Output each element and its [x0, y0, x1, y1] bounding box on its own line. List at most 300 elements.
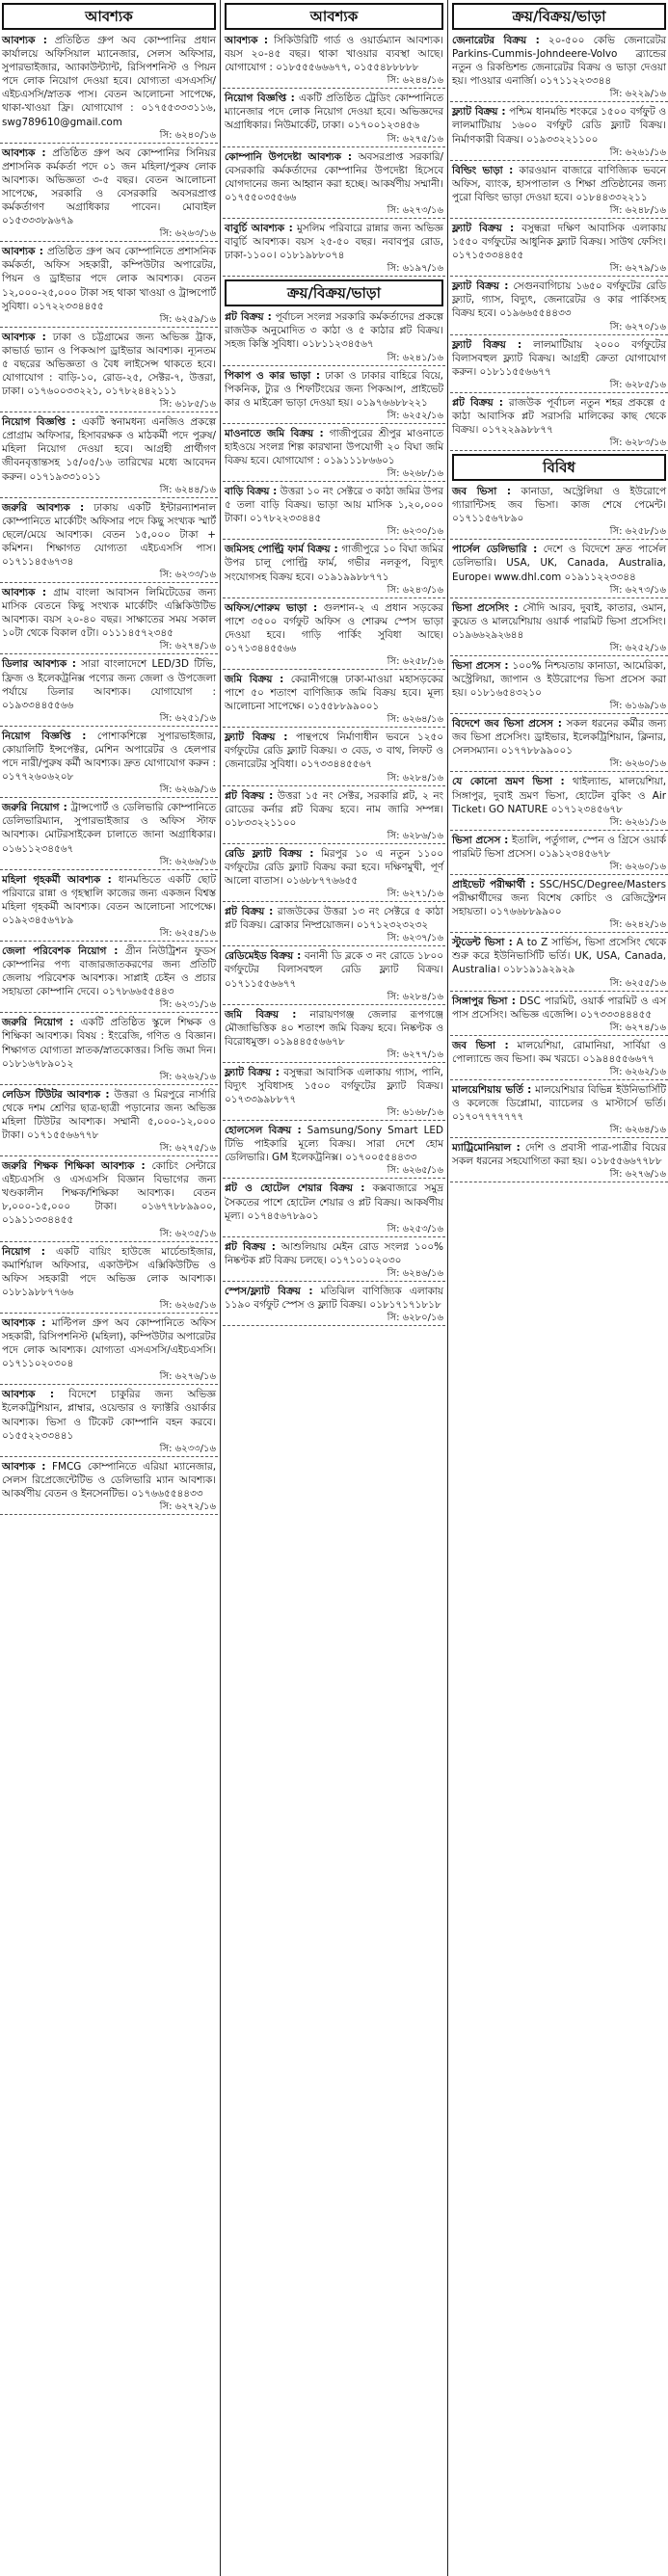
ad-text: একটি প্রতিষ্ঠিত ট্রেডিং কোম্পানিতে ম্যানেজার পদে লোক নিয়োগ দেওয়া হবে। অভিজ্ঞদের অগ্রাধিকার। নিউমার্কেট, ঢাকা। ০১৭০০১২৩৪৫৬ — [225, 93, 443, 132]
ad-keyword: প্রাইভেট পরীক্ষার্থী : — [452, 878, 535, 890]
ad-reference: সি: ৬১৯৭/১৬ — [387, 263, 443, 275]
classified-ad — [0, 245, 218, 327]
ad-text: দেশি ও প্রবাসী পাত্র-পাত্রীর বিয়ের সকল ধরনের সহযোগিতা করা হয়। ০১৮৫৫৬৬৭৭৮৮ — [452, 1142, 666, 1168]
ad-text: কানাডা, অস্ট্রেলিয়া ও ইউরোপে গ্যারান্টিসহ জব ভিসা। কাজ শেষে পেমেন্ট। ০১৭১১৫৬৭৮৯০ — [452, 486, 666, 525]
ad-keyword: বিল্ডিং ভাড়া : — [452, 164, 514, 176]
ad-keyword: জেনারেটর বিক্রয় : — [452, 35, 540, 46]
ad-keyword: নিয়োগ বিজ্ঞপ্তি : — [2, 416, 76, 429]
column-2 — [223, 0, 445, 2576]
ad-text: অবসরপ্রাপ্ত সরকারি/বেসরকারি কর্মকর্তাদের কোম্পানির উপদেষ্টা হিসেবে যোগদানের জন্য আহ্বান করা হচ্ছে। আকর্ষণীয় সম্মানী। ০১৭৫৫০৩৫৫৬৬ — [225, 150, 444, 203]
ad-reference: সি: ৬২৫২/১৬ — [609, 642, 666, 653]
ad-body — [225, 1008, 443, 1049]
ad-reference: সি: ৬২৮০/১৬ — [387, 1313, 443, 1324]
ad-text: বসুন্ধরা দক্ষিণ আবাসিক এলাকায় ১৫৫০ বর্গফুটের আধুনিক ফ্ল্যাট বিক্রয়। সাউথ ফেসিং। ০১৭১৫৩৩৪৪৫৫ — [452, 222, 666, 262]
ad-text: মালয়েশিয়া, রোমানিয়া, সার্বিয়া ও পোল্যান্ডে জব ভিসা। কম খরচে। ০১৯৪৪৫৫৬৬৭৭ — [452, 1039, 666, 1065]
classified-ad — [450, 1039, 668, 1080]
classified-ad — [223, 222, 445, 277]
ad-text: সিকিউরিটি গার্ড ও ওয়ার্ডম্যান আবশ্যক। বয়স ২০-৪৫ বছর। থাকা খাওয়ার ব্যবস্থা আছে। যোগাযোগ : ০১৮৫৫৫৬৬৬৭৭, ০১৫৫৪৮৮৮৮৮ — [225, 35, 444, 74]
ad-reference: সি: ৬২৭৫/১৬ — [159, 1143, 216, 1155]
classified-ad — [223, 949, 445, 1004]
ad-keyword: আবশ্যক : — [2, 331, 46, 343]
ad-body — [2, 1316, 216, 1370]
ad-reference: সি: ৬২৭১/১৬ — [387, 889, 443, 900]
classified-ad — [0, 1388, 218, 1456]
classified-ad — [223, 673, 445, 728]
classified-ad — [0, 146, 218, 243]
ad-body — [452, 659, 666, 700]
ad-body — [452, 105, 666, 146]
classified-ad — [223, 847, 445, 902]
classified-ad — [450, 105, 668, 160]
ad-body — [2, 245, 216, 312]
ad-reference: সি: ৬২৬১/১৬ — [609, 816, 666, 828]
ad-keyword: আবশ্যক : — [2, 587, 47, 599]
classified-ad — [450, 659, 668, 714]
ad-keyword: ফ্ল্যাট বিক্রয় : — [452, 222, 515, 234]
ad-text: পূর্বাচল সংলগ্ন সরকারি কর্মকর্তাদের প্রকল্পে রাজউক অনুমোদিত ৩ কাঠা ও ৫ কাঠার প্লট বিক্রয়। সহজ কিস্তি সুবিধা। ০১৮১১২৩৪৫৬৭ — [225, 311, 443, 351]
ad-body — [225, 485, 443, 525]
ad-reference: সি: ৬২৪৪/১৬ — [159, 484, 216, 495]
ad-text: DSC পারমিট, ওয়ার্ক পারমিট ও এস পাস প্রসেসিং। অভিজ্ঞ এজেন্সি। ০১৭৩৩৩৪৪৪৫৫ — [452, 995, 666, 1021]
ad-body — [452, 338, 666, 379]
classified-ad — [0, 34, 218, 144]
ad-body — [2, 1088, 216, 1142]
ad-reference: সি: ৬২৬০/১৬ — [609, 861, 666, 872]
ad-text: বসুন্ধরা আবাসিক এলাকায় গ্যাস, পানি, বিদ্যুৎ সুবিধাসহ ১৫০০ বর্গফুটের ফ্ল্যাট বিক্রয়। ০১৭৩৩৯৯৮৮৭৭ — [225, 1066, 443, 1106]
classified-ad — [450, 34, 668, 102]
ad-reference: সি: ৬২৬৪/১৬ — [609, 1125, 666, 1136]
ad-body — [225, 1124, 443, 1164]
ad-body — [452, 601, 666, 642]
section-header: বিবিধ — [452, 454, 666, 481]
ad-body — [452, 279, 666, 320]
ad-keyword: ভিসা প্রসেসিং : — [452, 601, 519, 614]
ad-keyword: নিয়োগ : — [2, 1245, 45, 1258]
ad-keyword: প্লট বিক্রয় : — [225, 906, 274, 918]
ad-keyword: জরুরি শিক্ষক শিক্ষিকা আবশ্যক : — [2, 1160, 146, 1173]
ad-text: একটি বায়িং হাউজে মার্চেন্ডাইজার, কমার্শিয়াল অফিসার, একাউন্টস এক্সিকিউটিভ ও অফিস সহকারী পদে অভিজ্ঞ লোক আবশ্যক। ০১৮১৯৮৮৭৭৬৬ — [2, 1245, 216, 1298]
ad-reference: সি: ৬২৫৪/১৬ — [159, 927, 216, 939]
classified-ad — [450, 164, 668, 219]
ad-body — [452, 396, 666, 437]
ad-keyword: জব ভিসা : — [452, 486, 512, 498]
classified-ad — [223, 1008, 445, 1063]
classified-ad — [223, 543, 445, 598]
ad-keyword: আবশ্যক : — [2, 35, 47, 46]
ad-reference: সি: ৬২৩৩/১৬ — [159, 570, 216, 581]
ad-reference: সি: ৬২৭৬/১৬ — [609, 1169, 666, 1181]
ad-text: থাইল্যান্ড, মালয়েশিয়া, সিঙ্গাপুর, দুবাই ভ্রমণ ভিসা, হোটেল বুকিং ও Air Ticket। GO NATURE ০১৭১২৩৪৫৬৭৮ — [452, 776, 667, 815]
ad-text: বনানী ডি ব্লকে ৩ নং রোডে ১৮০০ বর্গফুটের বিলাসবহুল রেডি ফ্ল্যাট বিক্রয়। ০১৭১১৫৫৬৬৭৭ — [225, 950, 443, 990]
ad-reference: সি: ৬২২৯/১৬ — [609, 89, 666, 100]
ad-keyword: মহিলা গৃহকর্মী আবশ্যক : — [2, 873, 112, 886]
ad-body — [225, 905, 443, 932]
ad-keyword: জরুরি আবশ্যক : — [2, 501, 85, 514]
classified-ad — [450, 601, 668, 656]
ad-text: গাজীপুরে ১০ বিঘা জমির উপর চালু পোল্ট্রি ফার্ম, গভীর নলকূপ, বিদ্যুৎ সংযোগসহ বিক্রয় হবে। ০১৯১৯৯৮৮৭৭১ — [225, 544, 443, 583]
ad-reference: সি: ৬২৭৫/১৬ — [387, 133, 443, 145]
ad-body — [452, 995, 666, 1022]
ad-text: পান্থপথে নির্মাণাধীন ভবনে ১২৫০ বর্গফুটের রেডি ফ্ল্যাট বিক্রয়। ৩ বেড, ৩ বাথ, লিফট ও জেনারেটর সুবিধা। ০১৭৩৩৪৪৫৫৬৭ — [225, 731, 443, 771]
classified-ad — [223, 1066, 445, 1121]
ad-keyword: জমিসহ পোল্ট্রি ফার্ম বিক্রয় : — [225, 544, 338, 556]
classified-ad — [0, 1460, 218, 1515]
ad-reference: সি: ৬২৪১/১৬ — [387, 352, 443, 363]
ad-body — [452, 834, 666, 861]
ad-text: উত্তরা ১৫ নং সেক্টর, সরকারি প্লট, ২ নং রোডের কর্নার প্লট বিক্রয় হবে। নাম জারি সম্পন্ন। ০১৮৩৩২২১১০০ — [225, 789, 443, 829]
ad-text: ঢাকা ও চট্টগ্রামের জন্য অভিজ্ঞ ট্রাক, কাভার্ড ভ্যান ও পিকআপ ড্রাইভার আবশ্যক। ন্যূনতম ৫ বছরের অভিজ্ঞতা ও বৈধ লাইসেন্স থাকতে হবে। যোগাযোগ : বাড়ি-১০, রোড-২৫, সেক্টর-৭, উত্তরা, ঢাকা। ০১৭৬০০৩৩২২১, ০১৭৮২৪৪২১১১ — [2, 331, 216, 398]
ad-text: A to Z সার্ভিস, ভিসা প্রসেসিং থেকে শুরু করে ইউনিভার্সিটি ভর্তি। UK, USA, Canada, Australia। ০১৮১৯১৯২৯২৯ — [452, 937, 666, 976]
classified-ad — [450, 396, 668, 451]
classified-ad — [223, 34, 445, 89]
ad-reference: সি: ৬২৮৪/১৬ — [387, 772, 443, 783]
ad-reference: সি: ৬২৭৯/১৬ — [609, 263, 666, 275]
ad-body — [225, 427, 443, 467]
classified-ad — [450, 543, 668, 598]
ad-keyword: লেডিস টিউটর আবশ্যক : — [2, 1088, 110, 1101]
ad-reference: সি: ৬২৩৫/১৬ — [159, 1228, 216, 1239]
classified-ad — [0, 1245, 218, 1314]
classified-ad — [223, 92, 445, 146]
ad-text: কেরানীগঞ্জে ঢাকা-মাওয়া মহাসড়কের পাশে ৫০ শতাংশ বাণিজ্যিক জমি বিক্রয় হবে। মূল্য আলোচনা সাপেক্ষে। ০১৫৫৮৮৯৯০০১ — [225, 674, 443, 713]
ad-text: ঢাকায় একটি ইন্টারন্যাশনাল কোম্পানিতে মার্কেটিং অফিসার পদে কিছু সংখ্যক স্মার্ট ছেলে/মেয়ে আবশ্যক। বেতন ১৫,০০০ টাকা + কমিশন। শিক্ষাগত যোগ্যতা এইচএসসি পাস। ০১৭১১৪৫৬৭৩৪ — [2, 501, 217, 568]
ad-keyword: বিদেশে জব ভিসা প্রসেস : — [452, 718, 562, 730]
ad-body — [2, 730, 216, 783]
ad-keyword: আবশ্যক : — [2, 1389, 55, 1401]
ad-reference: সি: ৬২৬৩/১৬ — [159, 228, 216, 240]
ad-reference: সি: ৬২৫৯/১৬ — [159, 313, 216, 325]
ad-keyword: হোলসেল বিক্রয় : — [225, 1125, 302, 1137]
ad-text: কারওয়ান বাজারে বাণিজ্যিক ভবনে অফিস, ব্যাংক, হাসপাতাল ও শিক্ষা প্রতিষ্ঠানের জন্য পুরো বিল্ডিং ভাড়া দেওয়া হবে। ০১৮৪৪৩৩২২১১ — [452, 164, 666, 203]
classified-ad — [223, 485, 445, 540]
ad-body — [225, 150, 443, 204]
ad-body — [2, 331, 216, 398]
ad-keyword: প্লট বিক্রয় : — [225, 311, 272, 324]
ad-reference: সি: ৬২৪৮/১৬ — [609, 204, 666, 216]
classified-ad — [223, 1182, 445, 1236]
ad-reference: সি: ৬১৮৫/১৬ — [159, 399, 216, 411]
ad-body — [2, 146, 216, 228]
classified-ad — [223, 310, 445, 365]
ad-text: ২০-৫০০ কেভি জেনারেটর Parkins-Cummis-Johndeere-Volvo ব্র্যান্ডের নতুন ও রিকন্ডিশন্ড জেনারেটর বিক্রয় ও ভাড়া দেওয়া হয়। পাওয়ার এনার্জি। ০১৭১১২২৩৩৪৪ — [452, 35, 666, 88]
ad-text: উত্তরা ১০ নং সেক্টরে ৩ কাঠা জমির উপর ৫ তলা বাড়ি বিক্রয়। ভাড়া আয় মাসিক ১,২০,০০০ টাকা। ০১৭৮২২৩৩৪৪৫ — [225, 486, 443, 525]
ad-reference: সি: ৬২৫৮/১৬ — [387, 656, 443, 667]
ad-body — [452, 936, 666, 976]
ad-keyword: যে কোনো ভ্রমণ ভিসা : — [452, 776, 565, 788]
ad-reference: সি: ৬২৬৫/১৬ — [387, 1165, 443, 1177]
ad-text: একটি প্রতিষ্ঠিত স্কুলে শিক্ষক ও শিক্ষিকা আবশ্যক। বিষয় : ইংরেজি, গণিত ও বিজ্ঞান। শিক্ষাগত যোগ্যতা স্নাতক/স্নাতকোত্তর। সিভি জমা দিন। ০১৮১৬৭৮৯০১২ — [2, 1017, 216, 1070]
ad-body — [225, 1066, 443, 1106]
ad-body — [452, 164, 666, 204]
ad-keyword: পিকাপ ও কার ভাড়া : — [225, 369, 321, 382]
section-header: ক্রয়/বিক্রয়/ভাড়া — [452, 3, 666, 30]
ad-list — [0, 34, 218, 1515]
ad-keyword: প্লট ও হোটেল শেয়ার বিক্রয় : — [225, 1182, 365, 1195]
ad-body — [452, 878, 666, 918]
ad-keyword: রেডিমেইড বিক্রয় : — [225, 950, 302, 963]
classified-ad — [450, 936, 668, 991]
classified-ad — [450, 1141, 668, 1182]
classified-ad — [0, 331, 218, 412]
ad-keyword: প্লট বিক্রয় : — [452, 396, 503, 409]
ad-reference: সি: ৬২৭৪/১৬ — [609, 1022, 666, 1033]
ad-body — [225, 949, 443, 990]
ad-keyword: রেডি ফ্ল্যাট বিক্রয় : — [225, 847, 314, 860]
column-divider — [220, 0, 221, 2576]
ad-body — [452, 717, 666, 757]
ad-keyword: মালয়েশিয়ায় ভর্তি : — [452, 1083, 532, 1096]
classified-ad — [450, 485, 668, 540]
ad-body — [452, 1083, 666, 1124]
classified-ad — [0, 1316, 218, 1385]
ad-text: প্রতিষ্ঠিত গ্রুপ অব কোম্পানির প্রধান কার্যালয়ে অফিসিয়াল ম্যানেজার, সেলস অফিসার, সুপারভাইজার, অ্যাকাউন্ট্যান্ট, রিসিপশনিস্ট ও পিয়ন পদে লোক নিয়োগ দেওয়া হবে। যোগ্যতা এসএসসি/এইচএসসি/স্নাতক পাস। বেতন আলোচনা সাপেক্ষে, থাকা-খাওয়া ফ্রি। যোগাযোগ : ০১৭৫৫৩৩৩১১৬, swg789610@gmail.com — [2, 35, 217, 128]
ad-reference: সি: ৬২৮৪/১৬ — [387, 991, 443, 1002]
classified-ad — [223, 427, 445, 482]
ad-text: নারায়ণগঞ্জ জেলার রূপগঞ্জে মৌজাভিত্তিক ৪০ শতাংশ জমি বিক্রয় হবে। নিষ্কণ্টক ও বিরোধমুক্ত। ০১৯৪৪৫৫৬৬৭৮ — [225, 1008, 443, 1048]
ad-keyword: প্লট বিক্রয় : — [225, 1240, 276, 1253]
ad-text: সকল ধরনের কর্মীর জন্য জব ভিসা প্রসেসিং। ড্রাইভার, ইলেকট্রিশিয়ান, ক্লিনার, সেলসম্যান। ০১৭৭৮৮৯৯০০১ — [452, 718, 666, 757]
classified-ad — [450, 878, 668, 933]
ad-body — [2, 801, 216, 855]
ad-keyword: ম্যাট্রিমোনিয়াল : — [452, 1142, 521, 1155]
column-divider — [447, 0, 448, 2576]
classified-ad — [223, 369, 445, 424]
ad-reference: সি: ৬২৮৬/১৬ — [387, 830, 443, 841]
ad-list — [450, 34, 668, 451]
ad-keyword: ভিসা প্রসেস : — [452, 659, 509, 672]
ad-text: আশুলিয়ায় মেইন রোড সংলগ্ন ১০০% নিষ্কণ্টক প্লট বিক্রয় চলছে। ০১৭১০১০২০৩০ — [225, 1240, 443, 1266]
ad-text: প্রতিষ্ঠিত গ্রুপ অব কোম্পানির সিনিয়র প্রশাসনিক কর্মকর্তা পদে ০১ জন মহিলা/পুরুষ লোক আবশ্যক। অভিজ্ঞতা ৩-৫ বছর। বেতন আলোচনা সাপেক্ষে, সরকারি ও বেসরকারি অবসরপ্রাপ্ত কর্মকর্তাগণ অগ্রাধিকার পাবেন। মোবাইল ০১৫৩৩৩৮৯৬৭৯ — [2, 146, 217, 227]
ad-text: মাল্টিপল গ্রুপ অব কোম্পানিতে অফিস সহকারী, রিসিপশনিস্ট (মহিলা), কম্পিউটার অপারেটর পদে লোক আবশ্যক। যোগ্যতা এসএসসি/এইচএসসি। ০১৭১১০২০৩০৪ — [2, 1316, 217, 1370]
ad-text: গুলশান-২ এ প্রধান সড়কের পাশে ৩৫০০ বর্গফুট অফিস ও শোরুম স্পেস ভাড়া দেওয়া হবে। গাড়ি পার্কিং সুবিধা আছে। ০১৭১৩৪৪৫৫৬৬ — [225, 601, 443, 654]
classified-ad — [450, 338, 668, 393]
ad-reference: সি: ৬১৬৮/১৬ — [387, 1107, 443, 1119]
classified-ad — [0, 1016, 218, 1084]
ad-keyword: আবশ্যক : — [2, 1316, 46, 1329]
ad-reference: সি: ৬২৩৩/১৬ — [159, 1443, 216, 1454]
section-header: আবশ্যক — [225, 3, 443, 30]
ad-reference: সি: ৬২৫১/১৬ — [159, 712, 216, 724]
column-3 — [450, 0, 668, 2576]
ad-text: লালমাটিয়ায় ২০০০ বর্গফুটের বিলাসবহুল ফ্ল্যাট বিক্রয়। আগ্রহী ক্রেতা যোগাযোগ করুন। ০১৮১১৫৫৬৬৭৭ — [452, 338, 666, 378]
ad-text: SSC/HSC/Degree/Masters পরীক্ষার্থীদের জন্য বিশেষ কোচিং ও রেজিস্ট্রেশন সহায়তা। ০১৭৬৬৮৮৯৯০০ — [452, 878, 666, 918]
ad-text: গ্রাম বাংলা আবাসন লিমিটেডের জন্য মাসিক বেতনে কিছু সংখ্যক মার্কেটিং এক্সিকিউটিভ আবশ্যক। বয়স ২০-৪০ বছর। সাক্ষাতের সময় সকাল ১০টা থেকে বিকাল ৫টা। ০১১১৪৫৭২৩৪৫ — [2, 587, 216, 640]
ad-body — [225, 601, 443, 655]
ad-body — [225, 673, 443, 713]
ad-body — [225, 1182, 443, 1222]
ad-text: ১০০% নিশ্চয়তায় কানাডা, আমেরিকা, অস্ট্রেলিয়া, জাপান ও ইউরোপের ভিসা প্রসেস করা হয়। ০১৮১৬৫৪৩২১০ — [452, 659, 666, 700]
ad-keyword: ফ্ল্যাট বিক্রয় : — [225, 731, 288, 744]
ad-body — [2, 1388, 216, 1442]
ad-reference: সি: ৬২৬৮/১৬ — [387, 468, 443, 480]
ad-reference: সি: ৬২৪৪/১৬ — [387, 75, 443, 87]
classified-ad — [450, 775, 668, 830]
ad-keyword: প্লট বিক্রয় : — [225, 789, 274, 802]
classified-ad — [450, 995, 668, 1036]
ad-list — [450, 485, 668, 1182]
ad-body — [225, 222, 443, 262]
classified-ad — [0, 873, 218, 942]
ad-body — [452, 222, 666, 262]
ad-body — [225, 310, 443, 351]
ad-text: মিরপুর ১০ এ নতুন ১১০০ বর্গফুটের রেডি ফ্ল্যাট বিক্রয় করা হবে। দক্ষিণমুখী, পূর্ণ আলো বাতাস। ০১৬৮৮৭৭৬৬৫৫ — [225, 847, 443, 888]
classified-ad — [0, 944, 218, 1013]
ad-reference: সি: ৬২৬৬/১৬ — [159, 856, 216, 867]
ad-body — [225, 543, 443, 583]
ad-keyword: নিয়োগ বিজ্ঞপ্তি : — [2, 730, 87, 742]
ad-body — [2, 1245, 216, 1299]
ad-body — [2, 501, 216, 569]
ad-reference: সি: ৬২৮৩/১৬ — [609, 438, 666, 449]
ad-text: ঢাকা ও ঢাকার বাহিরে বিয়ে, পিকনিক, ট্যুর ও শিফটিংয়ের জন্য পিকআপ, প্রাইভেট কার ও মাইক্রো ভাড়া দেওয়া হয়। ০১৯৭৬৬৮৮২২১ — [225, 369, 443, 409]
classified-ad — [223, 730, 445, 785]
ad-reference: সি: ৬২৬৫/১৬ — [159, 1299, 216, 1311]
classified-ad — [223, 1285, 445, 1326]
classified-ad — [0, 657, 218, 726]
ad-body — [2, 586, 216, 640]
ad-reference: সি: ৬২৪০/১৬ — [159, 129, 216, 141]
ad-reference: সি: ৬২৪৬/১৬ — [387, 1267, 443, 1279]
ad-reference: সি: ৬২৩১/১৬ — [159, 999, 216, 1011]
ad-reference: সি: ৬২৩০/১৬ — [387, 526, 443, 538]
ad-keyword: ফ্ল্যাট বিক্রয় : — [452, 338, 522, 351]
ad-keyword: জরুরি নিয়োগ : — [2, 802, 67, 814]
ad-text: গ্রীন নিউট্রিশন ফুডস কোম্পানির পণ্য বাজারজাতকরণের জন্য প্রতিটি জেলায় পরিবেশক আবশ্যক। সাপ্লাই চেইন ও প্রচার সহায়তা কোম্পানি দেবে। ০১৭৮৬৬৫৫৪৪৩ — [2, 944, 216, 998]
ad-body — [452, 485, 666, 525]
ad-keyword: স্টুডেন্ট ভিসা : — [452, 937, 513, 949]
ad-keyword: কোম্পানি উপদেষ্টা আবশ্যক : — [225, 150, 353, 163]
ad-keyword: জমি বিক্রয় : — [225, 674, 284, 685]
ad-body — [2, 873, 216, 927]
ad-keyword: ফ্ল্যাট বিক্রয় : — [452, 280, 509, 293]
ad-body — [225, 847, 443, 888]
classified-ad — [450, 717, 668, 772]
ad-reference: সি: ৬২৬১/১৬ — [609, 146, 666, 158]
ad-text: পশ্চিম ধানমন্ডি শংকরে ১৫০০ বর্গফুট ও লালমাটিয়ায় ১৬০০ বর্গফুট রেডি ফ্ল্যাট বিক্রয়। নির্মাণকারী বিক্রয়। ০১৯৩৩২২১১০০ — [452, 106, 666, 146]
section-header: ক্রয়/বিক্রয়/ভাড়া — [225, 279, 443, 306]
ad-reference: সি: ৬১৬৯/১৬ — [609, 701, 666, 712]
ad-body — [2, 1016, 216, 1070]
ad-keyword: ডিলার আবশ্যক : — [2, 658, 76, 671]
ad-reference: সি: ৬২৬২/১৬ — [609, 1066, 666, 1077]
classified-ad — [223, 1124, 445, 1179]
ad-body — [2, 34, 216, 129]
ad-reference: সি: ৬২৭০/১৬ — [609, 321, 666, 332]
ad-text: সেগুনবাগিচায় ১৬৫০ বর্গফুটের রেডি ফ্ল্যাট, গ্যাস, বিদ্যুৎ, জেনারেটর ও কার পার্কিংসহ বিক্রয় হবে। ০১৯৬৬৫৫৪৪৩৩ — [452, 280, 666, 320]
ad-reference: সি: ৬২৪২/১৬ — [609, 919, 666, 931]
ad-keyword: মাওনাতে জমি বিক্রয় : — [225, 427, 324, 439]
classified-ad — [450, 834, 668, 875]
ad-reference: সি: ৬২৪৩/১৬ — [387, 584, 443, 596]
ad-keyword: অফিস/শোরুম ভাড়া : — [225, 601, 318, 614]
ad-text: মুসলিম পরিবারে রান্নার জন্য অভিজ্ঞ বাবুর্চি আবশ্যক। বয়স ২৫-৫০ বছর। নবাবপুর রোড, ঢাকা-১১০০। ০১৮১৯৮৮০৭৪ — [225, 222, 444, 262]
ad-list — [223, 310, 445, 1326]
ad-text: মতিঝিল বাণিজ্যিক এলাকায় ১১৯০ বর্গফুট স্পেস ও ফ্ল্যাট বিক্রয়। ০১৮১৭১৭১৮১৮ — [225, 1285, 443, 1311]
ad-keyword: জরুরি নিয়োগ : — [2, 1017, 74, 1029]
ad-body — [2, 657, 216, 711]
ad-text: একটি স্বনামধন্য এনজিও প্রকল্পে প্রোগ্রাম অফিসার, হিসাবরক্ষক ও মাঠকর্মী পদে পুরুষ/মহিলা নিয়োগ দেওয়া হবে। আগ্রহী প্রার্থীগণ জীবনবৃত্তান্তসহ ১৫/০৫/১৬ তারিখের মধ্যে আবেদন করুন। ০১৭১৯৩৩১০১১ — [2, 416, 216, 483]
section-header: আবশ্যক — [2, 3, 216, 30]
ad-reference: সি: ৬২৫২/১৬ — [387, 410, 443, 421]
ad-text: Samsung/Sony Smart LED টিভি পাইকারি মূল্যে বিক্রয়। সারা দেশে হোম ডেলিভারি। GM ইলেকট্রনিক্স। ০১৭০০৫৫৪৪৩৩ — [225, 1125, 443, 1164]
ad-reference: সি: ৬২৬৯/১৬ — [159, 784, 216, 796]
ad-text: সৌদি আরব, দুবাই, কাতার, ওমান, কুয়েত ও মালয়েশিয়ায় ওয়ার্ক পারমিট ভিসা প্রসেসিং। ০১৯৬৬২৯২৬৪৪ — [452, 601, 666, 641]
classified-ad — [450, 1083, 668, 1138]
ad-reference: সি: ৬২৩৭/১৬ — [387, 933, 443, 944]
classified-ad — [450, 279, 668, 334]
ad-text: ধানমন্ডিতে একটি ছোট পরিবারে রান্না ও গৃহস্থালি কাজের জন্য একজন বিশ্বস্ত মহিলা গৃহকর্মী আবশ্যক। বেতন আলোচনা সাপেক্ষে। ০১৯২৩৪৫৬৭৮৯ — [2, 873, 216, 926]
ad-text: ইতালি, পর্তুগাল, স্পেন ও গ্রিসে ওয়ার্ক পারমিট ভিসা প্রসেস। ০১৯১২৩৪৫৬৭৮ — [452, 834, 666, 860]
ad-body — [225, 369, 443, 410]
ad-reference: সি: ৬২৫৩/১৬ — [387, 1223, 443, 1235]
ad-reference: সি: ৬২৭৬/১৬ — [159, 1371, 216, 1383]
ad-text: রাজউক পূর্বাচল নতুন শহর প্রকল্পে ৫ কাঠা আবাসিক প্লট সরাসরি মালিকের কাছ থেকে বিক্রয়। ০১৭২২৯৯৮৮৭৭ — [452, 396, 666, 436]
column-1 — [0, 0, 218, 2576]
ad-text: সারা বাংলাদেশে LED/3D টিভি, ফ্রিজ ও ইলেকট্রনিক্স পণ্যের জন্য জেলা ও উপজেলা পর্যায়ে ডিলার আবশ্যক। যোগাযোগ : ০১৯৩৩৪৪৫৫৬৬ — [2, 658, 216, 711]
ad-text: দেশে ও বিদেশে দ্রুত পার্সেল ডেলিভারি। USA, UK, Canada, Australia, Europe। www.dhl.com ০১৯১১২২৩৩৪৪ — [452, 544, 667, 583]
ad-reference: সি: ৬২৬২/১৬ — [159, 1071, 216, 1082]
classified-ad — [450, 222, 668, 277]
ad-reference: সি: ৬২৫৮/১৬ — [609, 526, 666, 538]
ad-body — [452, 34, 666, 88]
ad-keyword: বাড়ি বিক্রয় : — [225, 486, 278, 498]
ad-body — [2, 1460, 216, 1500]
ad-reference: সি: ৬২৭৪/১৬ — [159, 641, 216, 652]
ad-keyword: সিঙ্গাপুর ভিসা : — [452, 995, 516, 1007]
ad-keyword: বাবুর্চি আবশ্যক : — [225, 222, 293, 234]
ad-body — [225, 1285, 443, 1312]
ad-keyword: জেলা পরিবেশক নিয়োগ : — [2, 944, 119, 957]
ad-text: মালয়েশিয়ার বিভিন্ন ইউনিভার্সিটি ও কলেজে ডিপ্লোমা, ব্যাচেলর ও মাস্টার্সে ভর্তি। ০১৭০৭৭৭৭৭৭৭ — [452, 1083, 666, 1124]
ad-keyword: আবশ্যক : — [2, 1460, 46, 1473]
ad-body — [225, 1240, 443, 1267]
ad-body — [225, 92, 443, 132]
ad-keyword: আবশ্যক : — [2, 146, 46, 159]
classified-ad — [223, 789, 445, 844]
ad-text: বিদেশে চাকুরির জন্য অভিজ্ঞ ইলেকট্রিশিয়ান, প্লাম্বার, ওয়েল্ডার ও ফ্যাক্টরি ওয়ার্কার আবশ্যক। ভিসা ও টিকেট কোম্পানি বহন করবে। ০১৫৫২২৩৩৪৪১ — [2, 1389, 217, 1442]
ad-body — [2, 415, 216, 483]
classified-ad — [0, 501, 218, 583]
ad-keyword: ভিসা প্রসেস : — [452, 834, 509, 846]
ad-body — [225, 730, 443, 771]
classified-ad — [0, 801, 218, 869]
classified-ad — [0, 415, 218, 497]
ad-reference: সি: ৬২৭৭/১৬ — [387, 1049, 443, 1060]
ad-keyword: জমি বিক্রয় : — [225, 1008, 297, 1021]
ad-body — [452, 1039, 666, 1066]
classified-ad — [0, 1088, 218, 1156]
classified-ad — [223, 150, 445, 219]
classified-ad — [223, 1240, 445, 1282]
ad-text: উত্তরা ও মিরপুরে নার্সারি থেকে দশম শ্রেণির ছাত্র-ছাত্রী পড়ানোর জন্য অভিজ্ঞ মহিলা টিউটর আবশ্যক। সম্মানী ৫,০০০-১২,০০০ টাকা। ০১৭১৫৫৬৬৭৭৮ — [2, 1088, 217, 1141]
ad-keyword: আবশ্যক : — [225, 35, 268, 46]
classified-ad — [223, 601, 445, 670]
ad-keyword: ফ্ল্যাট বিক্রয় : — [225, 1066, 280, 1078]
ad-keyword: নিয়োগ বিজ্ঞপ্তি : — [225, 93, 295, 105]
classified-ad — [0, 586, 218, 654]
ad-keyword: ফ্ল্যাট বিক্রয় : — [452, 106, 506, 119]
classified-ad — [223, 905, 445, 946]
ad-body — [225, 34, 443, 74]
ad-reference: সি: ৬২৮৫/১৬ — [609, 379, 666, 390]
ad-text: কক্সবাজারে সমুদ্র সৈকতের পাশে হোটেল শেয়ার ও প্লট বিক্রয়। আকর্ষণীয় মূল্য। ০১৭৪৫৬৭৮৯০১ — [225, 1182, 443, 1222]
ad-body — [2, 944, 216, 998]
ad-body — [452, 543, 666, 583]
ad-reference: সি: ৬২৬০/১৬ — [609, 758, 666, 770]
ad-keyword: আবশ্যক : — [2, 246, 43, 258]
ad-reference: সি: ৬২৫৫/১৬ — [609, 977, 666, 989]
ad-keyword: পার্সেল ডেলিভারি : — [452, 544, 538, 556]
